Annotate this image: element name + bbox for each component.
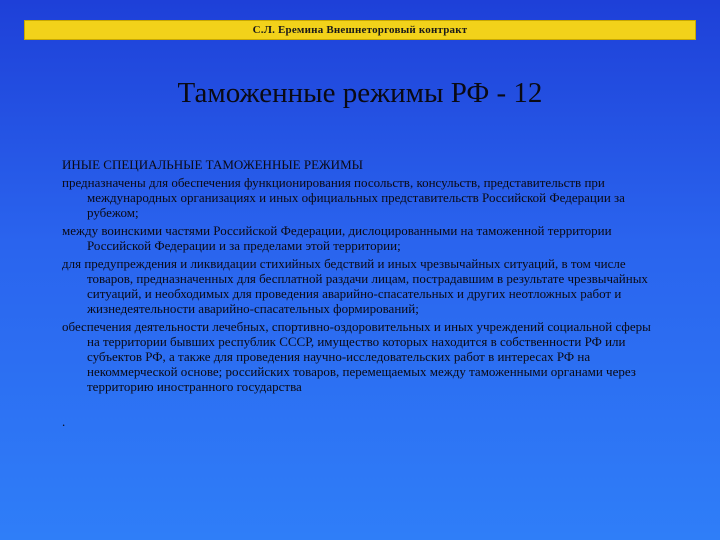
content-paragraph-4: обеспечения деятельности лечебных, спортивно-оздоровительных и иных учреждений социальной сферы на территории бывших республик СССР, имущество которых находится в собственности РФ или субъектов РФ, а также для проведения научно-исследовательских работ в интересах РФ на некоммерческой основе; российских товаров, перемещаемых между таможенными органами через территорию иностранного государства xyxy=(62,319,651,394)
content-paragraph-1: предназначены для обеспечения функционирования посольств, консульств, представительств при международных организациях и иных официальных представительств Российской Федерации за рубежом; xyxy=(62,175,625,220)
header-bar xyxy=(24,20,696,40)
slide-title: Таможенные режимы РФ - 12 xyxy=(177,77,543,109)
content-paragraph-2: между воинскими частями Российской Федерации, дислоцированными на таможенной территории Российской Федерации и за пределами этой территории; xyxy=(62,223,612,253)
header-text: С.Л. Еремина Внешнеторговый контракт xyxy=(252,24,468,36)
trailing-dot: . xyxy=(62,414,66,429)
content-paragraph-3: для предупреждения и ликвидации стихийных бедствий и иных чрезвычайных ситуаций, в том числе товаров, предназначенных для бесплатной раздачи лицам, пострадавшим в результате чрезвычайных ситуаций, и необходимых для проведения аварийно-спасательных и других неотложных работ и жизнедеятельности аварийно-спасательных формирований; xyxy=(62,256,648,316)
content-heading: ИНЫЕ СПЕЦИАЛЬНЫЕ ТАМОЖЕННЫЕ РЕЖИМЫ xyxy=(62,157,363,172)
slide-content xyxy=(62,157,662,429)
